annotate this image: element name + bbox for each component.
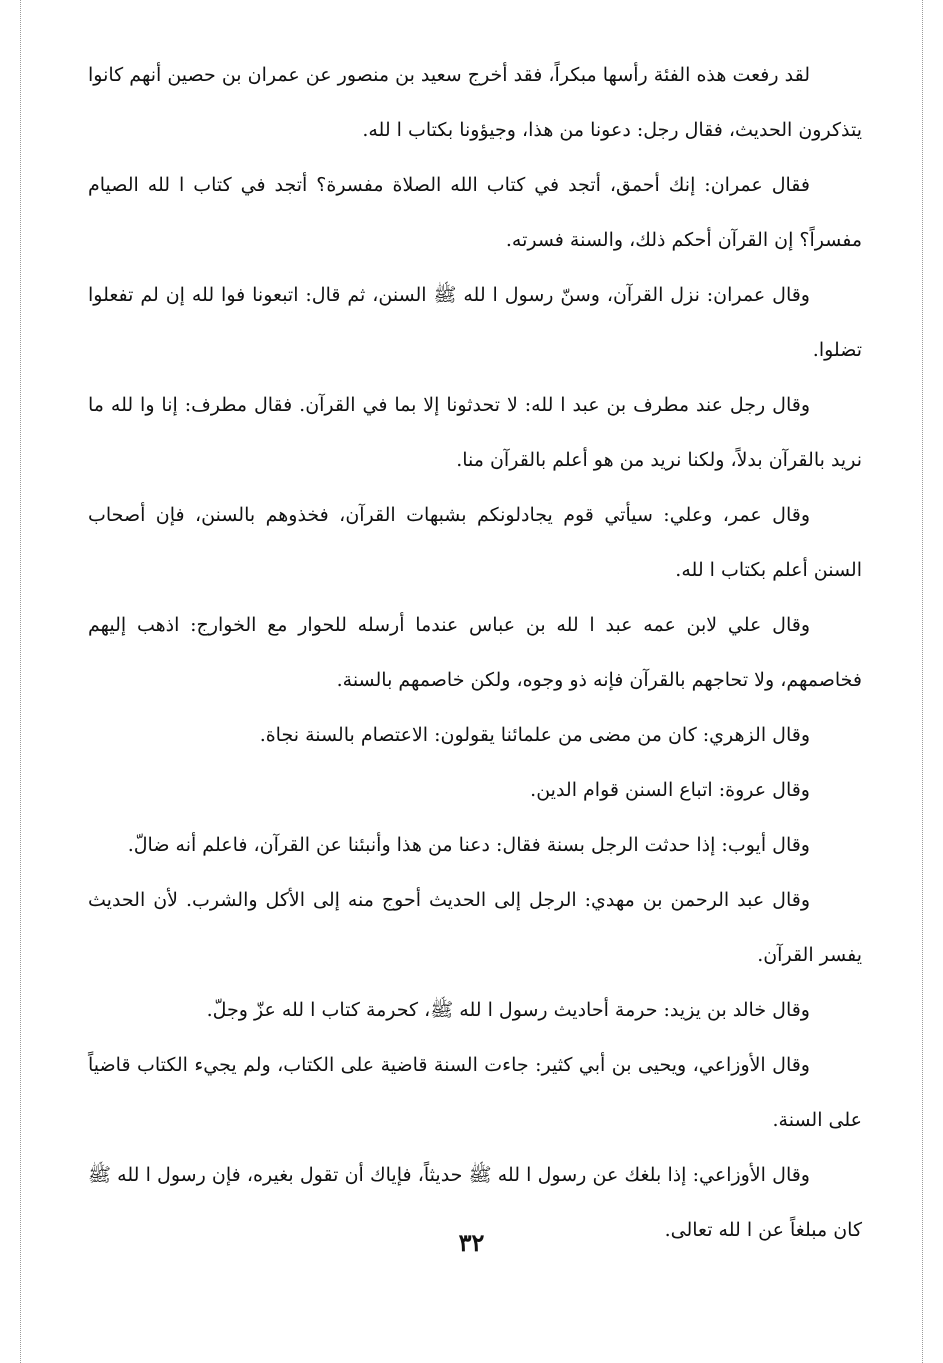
paragraph: وقال الزهري: كان من مضى من علمائنا يقولون: الاعتصام بالسنة نجاة. (259, 724, 810, 746)
paragraph: لقد رفعت هذه الفئة رأسها مبكراً، فقد أخرج سعيد بن منصور عن عمران بن حصين أنهم كانوا يتذكرون الحديث، فقال رجل: دعونا من هذا، وجيؤونا بكتاب ا لله. (88, 64, 862, 141)
paragraph: وقال الأوزاعي: إذا بلغك عن رسول ا لله ﷺ حديثاً، فإياك أن تقول بغيره، فإن رسول ا لله ﷺ كان مبلغاً عن ا لله تعالى. (88, 1164, 862, 1241)
paragraph: فقال عمران: إنك أحمق، أتجد في كتاب الله الصلاة مفسرة؟ أتجد في كتاب ا لله الصيام مفسراً؟ إن القرآن أحكم ذلك، والسنة فسرته. (88, 174, 862, 251)
paragraph: وقال خالد بن يزيد: حرمة أحاديث رسول ا لله ﷺ، كحرمة كتاب ا لله عزّ وجلّ. (206, 999, 810, 1021)
body-text (88, 48, 862, 1258)
left-margin-rule (20, 0, 21, 1363)
paragraph: وقال علي لابن عمه عبد ا لله بن عباس عندما أرسله للحوار مع الخوارج: اذهب إليهم فخاصمهم، ولا تحاجهم بالقرآن فإنه ذو وجوه، ولكن خاصمهم بالسنة. (88, 614, 862, 691)
page-number: ٣٢ (458, 1228, 485, 1257)
paragraph: وقال عمران: نزل القرآن، وسنّ رسول ا لله ﷺ السنن، ثم قال: اتبعونا فوا لله إن لم تفعلوا تضلوا. (88, 284, 862, 361)
paragraph: وقال عروة: اتباع السنن قوام الدين. (530, 779, 810, 801)
paragraph: وقال عبد الرحمن بن مهدي: الرجل إلى الحديث أحوج منه إلى الأكل والشرب. لأن الحديث يفسر القرآن. (88, 889, 862, 966)
paragraph: وقال عمر، وعلي: سيأتي قوم يجادلونكم بشبهات القرآن، فخذوهم بالسنن، فإن أصحاب السنن أعلم بكتاب ا لله. (88, 504, 862, 581)
paragraph: وقال رجل عند مطرف بن عبد ا لله: لا تحدثونا إلا بما في القرآن. فقال مطرف: إنا وا لله ما نريد بالقرآن بدلاً، ولكنا نريد من هو أعلم بالقرآن منا. (88, 394, 862, 471)
paragraph: وقال أيوب: إذا حدثت الرجل بسنة فقال: دعنا من هذا وأنبئنا عن القرآن، فاعلم أنه ضالّ. (127, 834, 810, 856)
right-margin-rule (922, 0, 923, 1363)
paragraph: وقال الأوزاعي، ويحيى بن أبي كثير: جاءت السنة قاضية على الكتاب، ولم يجيء الكتاب قاضياً على السنة. (88, 1054, 862, 1131)
